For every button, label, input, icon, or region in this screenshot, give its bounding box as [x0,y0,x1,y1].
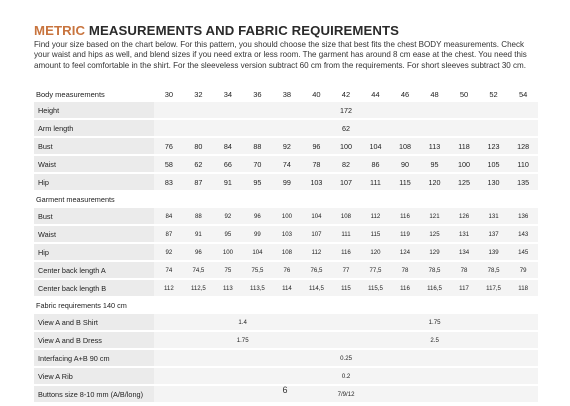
table-cell: 126 [449,208,479,224]
table-cell: 87 [154,226,184,242]
row-label: Interfacing A+B 90 cm [34,350,154,366]
table-row [34,102,538,118]
size-header-cell: 48 [430,89,439,99]
table-cell: 79 [508,262,538,278]
table-cell: 77 [331,262,361,278]
table-cell: 120 [361,244,391,260]
size-header-cell: 50 [459,89,469,99]
table-cell: 83 [154,174,184,190]
table-cell: 100 [449,156,479,172]
table-cell: 58 [154,156,184,172]
row-label: Center back length B [34,280,154,296]
size-header-cell: 46 [400,89,410,99]
row-label: Bust [34,208,154,224]
table-cell: 99 [243,226,273,242]
table-cell: 92 [154,244,184,260]
arm-length-value: 62 [154,120,538,136]
table-row [34,174,538,190]
table-cell: 125 [449,174,479,190]
table-cell: 96 [184,244,214,260]
header-row [34,88,538,100]
table-cell: 128 [508,138,538,154]
table-cell: 75,5 [243,262,273,278]
notion-value: 0.2 [154,368,538,384]
table-cell: 110 [508,156,538,172]
table-cell: 84 [213,138,243,154]
table-cell: 84 [154,208,184,224]
table-cell: 108 [331,208,361,224]
table-cell: 92 [272,138,302,154]
table-cell: 134 [449,244,479,260]
table-cell: 95 [243,174,273,190]
page-title [34,23,399,38]
table-row [34,208,538,224]
table-cell: 96 [302,138,332,154]
page-number: 6 [282,385,288,395]
notion-value: 7/9/12 [154,386,538,402]
notion-value: 0.25 [154,350,538,366]
row-label: Center back length A [34,262,154,278]
table-cell: 115 [331,280,361,296]
fabric-value-small-sizes: 1.4 [154,314,331,330]
table-cell: 100 [331,138,361,154]
table-cell: 62 [184,156,214,172]
table-cell: 74 [272,156,302,172]
body-measurements-header: Body measurements [36,89,105,99]
row-label: Waist [34,226,154,242]
row-label: Arm length [34,120,154,136]
table-cell: 77,5 [361,262,391,278]
table-cell: 91 [213,174,243,190]
table-cell: 88 [184,208,214,224]
size-chart-table [34,86,538,404]
table-cell: 124 [390,244,420,260]
size-header-cell: 38 [282,89,292,99]
table-cell: 78 [449,262,479,278]
table-cell: 107 [331,174,361,190]
row-label: Hip [34,244,154,260]
fabric-value-large-sizes: 1.75 [331,314,538,330]
table-cell: 115 [390,174,420,190]
table-cell: 103 [272,226,302,242]
size-header-cell: 44 [371,89,380,99]
table-cell: 111 [361,174,391,190]
table-row [34,350,538,366]
table-cell: 112 [302,244,332,260]
table-cell: 129 [420,244,450,260]
table-cell: 115 [361,226,391,242]
fabric-requirements-header: Fabric requirements 140 cm [36,300,127,310]
table-cell: 123 [479,138,509,154]
table-cell: 116 [390,280,420,296]
table-cell: 114 [272,280,302,296]
table-cell: 118 [508,280,538,296]
size-header-cell: 34 [223,89,233,99]
table-cell: 104 [243,244,273,260]
table-cell: 119 [390,226,420,242]
table-cell: 112,5 [184,280,214,296]
table-cell: 116 [390,208,420,224]
row-label: Bust [34,138,154,154]
table-cell: 136 [508,208,538,224]
table-cell: 125 [420,226,450,242]
table-cell: 95 [213,226,243,242]
table-cell: 131 [449,226,479,242]
table-cell: 78,5 [420,262,450,278]
table-row [34,120,538,136]
height-value: 172 [154,102,538,118]
table-row [34,262,538,278]
table-cell: 107 [302,226,332,242]
table-cell: 75 [213,262,243,278]
table-cell: 78 [302,156,332,172]
table-cell: 113 [213,280,243,296]
table-row [34,314,538,330]
table-cell: 137 [479,226,509,242]
table-cell: 92 [213,208,243,224]
table-cell: 113 [420,138,450,154]
table-cell: 103 [302,174,332,190]
title-accent: METRIC [34,23,86,38]
table-cell: 104 [302,208,332,224]
row-label: View A and B Dress [34,332,154,348]
table-cell: 121 [420,208,450,224]
section-row [34,192,538,206]
table-cell: 87 [184,174,214,190]
table-row [34,332,538,348]
table-cell: 70 [243,156,273,172]
table-cell: 78 [390,262,420,278]
table-cell: 145 [508,244,538,260]
row-label: View A and B Shirt [34,314,154,330]
table-cell: 104 [361,138,391,154]
table-row [34,226,538,242]
table-cell: 111 [331,226,361,242]
size-header-cell: 42 [341,89,351,99]
table-cell: 108 [272,244,302,260]
fabric-value-small-sizes: 1.75 [154,332,331,348]
table-cell: 117 [449,280,479,296]
table-row [34,280,538,296]
intro-paragraph: Find your size based on the chart below. For this pattern, you should choose the size that best fits the chest BODY measurements. Check your waist and hips as well, and blend sizes if you need extra or less room. The garment has around 8 cm ease at the chest. You need this amount to feel comfortable in the shirt. For the sleeveless version subtract 60 cm from the requirements. For short sleeves subtract 30 cm. [34,40,527,70]
table-row [34,244,538,260]
table-cell: 100 [272,208,302,224]
title-text: MEASUREMENTS AND FABRIC REQUIREMENTS [85,23,400,38]
fabric-value-large-sizes: 2.5 [331,332,538,348]
table-cell: 112 [361,208,391,224]
table-cell: 95 [420,156,450,172]
section-row [34,298,538,312]
table-cell: 96 [243,208,273,224]
table-cell: 105 [479,156,509,172]
table-cell: 139 [479,244,509,260]
table-cell: 76 [272,262,302,278]
table-cell: 112 [154,280,184,296]
table-cell: 116,5 [420,280,450,296]
size-header-cell: 36 [253,89,262,99]
size-header-cell: 40 [312,89,321,99]
table-cell: 108 [390,138,420,154]
size-header-cell: 30 [164,89,174,99]
table-cell: 143 [508,226,538,242]
table-cell: 117,5 [479,280,509,296]
size-chart-body [34,88,538,402]
table-cell: 135 [508,174,538,190]
garment-measurements-header: Garment measurements [36,194,115,204]
table-cell: 115,5 [361,280,391,296]
table-cell: 86 [361,156,391,172]
table-row [34,156,538,172]
table-cell: 74,5 [184,262,214,278]
table-cell: 120 [420,174,450,190]
row-label: Height [34,102,154,118]
table-cell: 130 [479,174,509,190]
table-cell: 99 [272,174,302,190]
table-cell: 118 [449,138,479,154]
table-cell: 91 [184,226,214,242]
table-cell: 114,5 [302,280,332,296]
table-cell: 76,5 [302,262,332,278]
table-cell: 90 [390,156,420,172]
row-label: View A Rib [34,368,154,384]
row-label: Buttons size 8-10 mm (A/B/long) [34,386,154,402]
size-header-cell: 54 [518,89,528,99]
table-cell: 113,5 [243,280,273,296]
table-cell: 82 [331,156,361,172]
table-cell: 100 [213,244,243,260]
row-label: Hip [34,174,154,190]
size-header-cell: 52 [489,89,498,99]
table-cell: 80 [184,138,214,154]
table-row [34,368,538,384]
table-cell: 78,5 [479,262,509,278]
table-cell: 66 [213,156,243,172]
table-cell: 76 [154,138,184,154]
row-label: Waist [34,156,154,172]
table-cell: 74 [154,262,184,278]
size-header-cell: 32 [194,89,203,99]
table-cell: 131 [479,208,509,224]
table-cell: 88 [243,138,273,154]
table-row [34,138,538,154]
table-cell: 116 [331,244,361,260]
